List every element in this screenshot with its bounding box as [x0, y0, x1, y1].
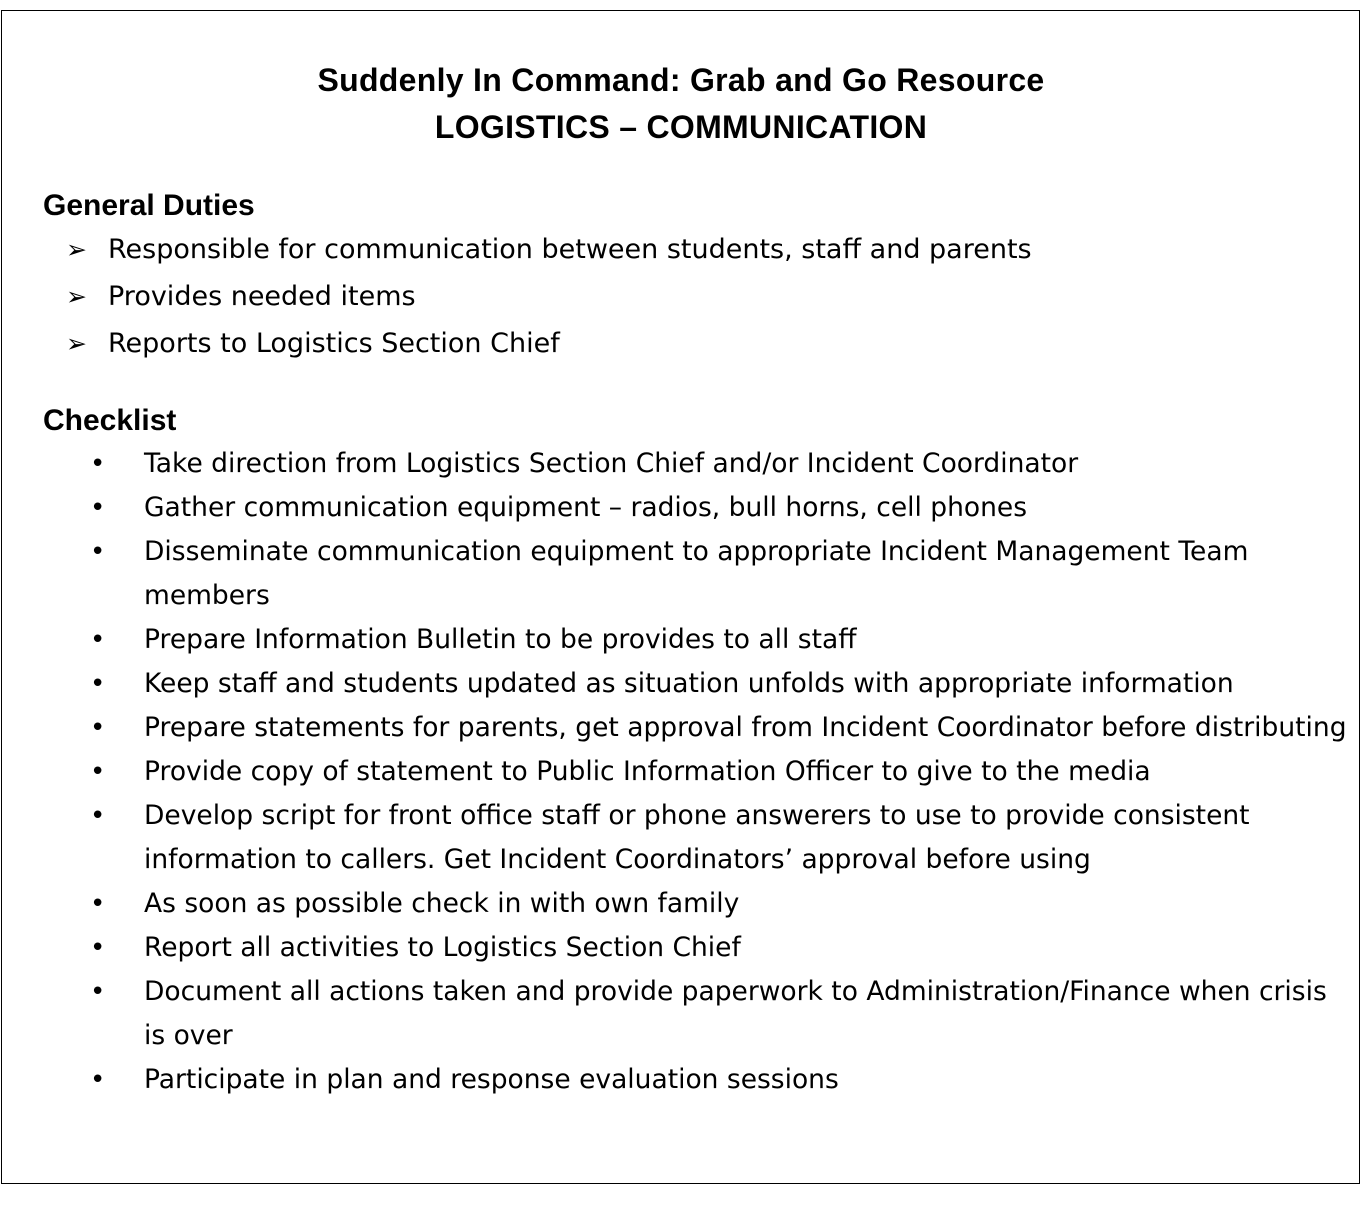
- checklist-item-text: Develop script for front office staff or phone answerers to use to provide consistent information to callers. Get Incident Coordinators’ approval before using: [144, 800, 1250, 875]
- checklist-item-text: Report all activities to Logistics Section Chief: [144, 932, 741, 963]
- duty-text: Responsible for communication between students, staff and parents: [108, 234, 1032, 265]
- checklist-item-text: Gather communication equipment – radios, bull horns, cell phones: [144, 492, 1028, 523]
- checklist-item-text: Keep staff and students updated as situation unfolds with appropriate information: [144, 668, 1234, 699]
- checklist-item: [88, 618, 1348, 662]
- checklist-item-text: Participate in plan and response evaluation sessions: [144, 1064, 839, 1095]
- checklist-item: [88, 882, 1348, 926]
- bullet-icon: •: [90, 669, 106, 699]
- general-duties-heading: General Duties: [43, 189, 255, 222]
- duty-text: Reports to Logistics Section Chief: [108, 328, 560, 359]
- checklist-item-text: Provide copy of statement to Public Information Officer to give to the media: [144, 756, 1151, 787]
- checklist-list: [88, 442, 1348, 1102]
- duty-item: [66, 275, 1032, 322]
- general-duties-list: [66, 228, 1032, 369]
- bullet-icon: •: [90, 801, 106, 831]
- checklist-item: [88, 706, 1348, 750]
- checklist-item-text: Document all actions taken and provide paperwork to Administration/Finance when crisis is over: [144, 976, 1327, 1051]
- checklist-item: [88, 926, 1348, 970]
- checklist-heading: Checklist: [43, 404, 177, 437]
- checklist-item: [88, 1058, 1348, 1102]
- arrow-bullet-icon: ➢: [66, 235, 87, 264]
- arrow-bullet-icon: ➢: [66, 329, 87, 358]
- checklist-item-text: As soon as possible check in with own family: [144, 888, 740, 919]
- duty-item: [66, 322, 1032, 369]
- duty-text: Provides needed items: [108, 281, 416, 312]
- document-header: [0, 57, 1362, 151]
- bullet-icon: •: [90, 449, 106, 479]
- bullet-icon: •: [90, 625, 106, 655]
- checklist-item-text: Disseminate communication equipment to appropriate Incident Management Team members: [144, 536, 1249, 611]
- bullet-icon: •: [90, 1065, 106, 1095]
- checklist-item: [88, 662, 1348, 706]
- bullet-icon: •: [90, 493, 106, 523]
- duty-item: [66, 228, 1032, 275]
- bullet-icon: •: [90, 977, 106, 1007]
- checklist-item: [88, 970, 1348, 1058]
- checklist-item: [88, 530, 1348, 618]
- document-subtitle: LOGISTICS – COMMUNICATION: [434, 109, 928, 145]
- bullet-icon: •: [90, 889, 106, 919]
- bullet-icon: •: [90, 537, 106, 567]
- checklist-item: [88, 442, 1348, 486]
- bullet-icon: •: [90, 757, 106, 787]
- checklist-item-text: Prepare Information Bulletin to be provides to all staff: [144, 624, 857, 655]
- checklist-item: [88, 794, 1348, 882]
- bullet-icon: •: [90, 933, 106, 963]
- document-title: Suddenly In Command: Grab and Go Resource: [317, 62, 1045, 98]
- checklist-item: [88, 486, 1348, 530]
- arrow-bullet-icon: ➢: [66, 282, 87, 311]
- checklist-item-text: Take direction from Logistics Section Chief and/or Incident Coordinator: [144, 448, 1079, 479]
- checklist-item-text: Prepare statements for parents, get approval from Incident Coordinator before distributing: [144, 712, 1347, 743]
- checklist-item: [88, 750, 1348, 794]
- bullet-icon: •: [90, 713, 106, 743]
